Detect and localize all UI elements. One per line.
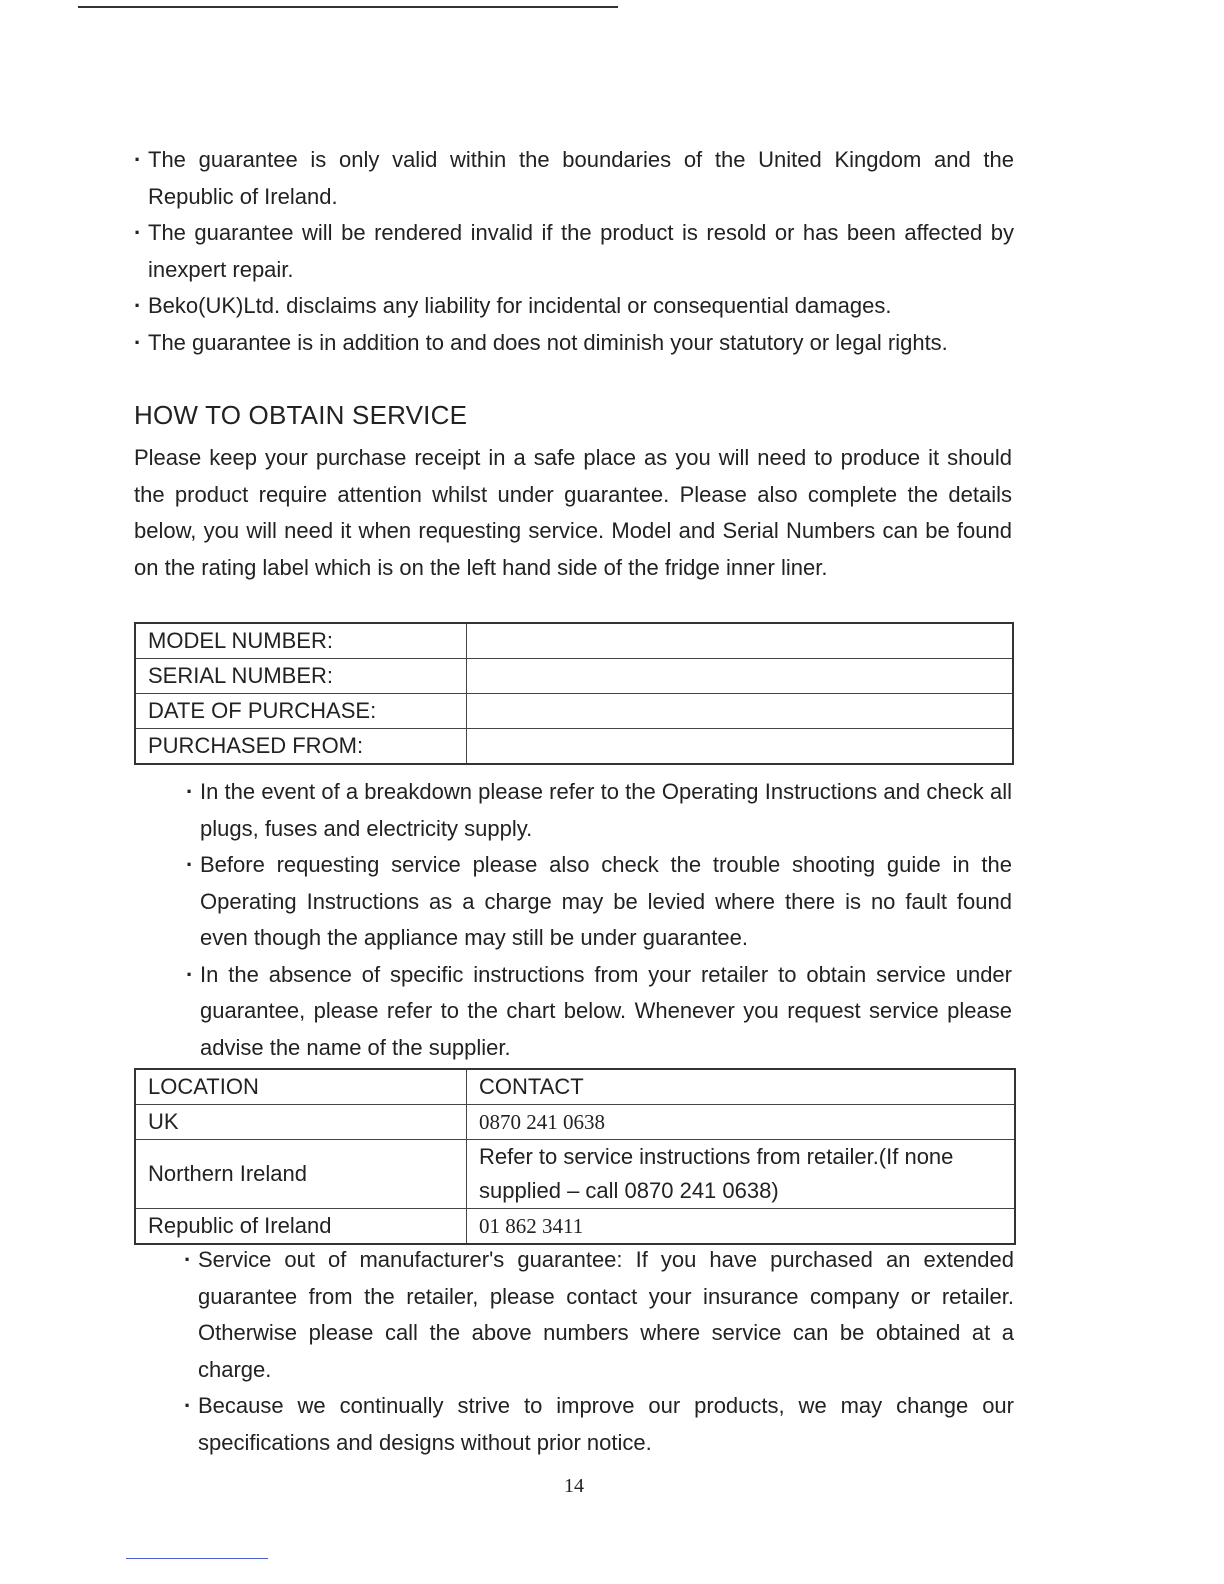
table-row [135,1209,1015,1245]
location-cell: UK [135,1105,467,1140]
location-cell: Republic of Ireland [135,1209,467,1245]
serial-number-label: SERIAL NUMBER: [135,659,467,694]
contact-cell: 0870 241 0638 [467,1105,1016,1140]
additional-notes-list [184,1242,1014,1461]
guarantee-term: · Beko(UK)Ltd. disclaims any liability for incidental or consequential damages. [134,288,1014,325]
contact-line: Refer to service instructions from retailer.(If none [479,1144,954,1169]
section-heading: HOW TO OBTAIN SERVICE [134,400,468,430]
location-cell: Northern Ireland [135,1140,467,1209]
top-rule [78,6,618,8]
contact-cell [467,1140,1016,1209]
purchased-from-field[interactable] [467,729,1014,765]
table-row [135,1140,1015,1209]
date-of-purchase-label: DATE OF PURCHASE: [135,694,467,729]
product-details-table [134,622,1014,765]
table-header-row [135,1069,1015,1105]
service-note: · Service out of manufacturer's guarantee: If you have purchased an extended guarantee from the retailer, please contact your insurance company or retailer. Otherwise please call the above numbers where service can be obtained at a charge. [184,1242,1014,1388]
table-row [135,1105,1015,1140]
service-contact-table [134,1068,1016,1245]
purchased-from-label: PURCHASED FROM: [135,729,467,765]
date-of-purchase-field[interactable] [467,694,1014,729]
guarantee-term: · The guarantee is in addition to and does not diminish your statutory or legal rights. [134,325,1014,362]
location-header: LOCATION [135,1069,467,1105]
table-row [135,623,1013,659]
service-note: · Because we continually strive to improve our products, we may change our specifications and designs without prior notice. [184,1388,1014,1461]
table-row [135,694,1013,729]
contact-header: CONTACT [467,1069,1016,1105]
bottom-rule [126,1558,268,1559]
contact-line: supplied – call 0870 241 0638) [479,1178,779,1203]
guarantee-term: · The guarantee will be rendered invalid if the product is resold or has been affected by inexpert repair. [134,215,1014,288]
model-number-label: MODEL NUMBER: [135,623,467,659]
service-note: · Before requesting service please also check the trouble shooting guide in the Operating Instructions as a charge may be levied where there is no fault found even though the appliance may still be under guarantee. [186,847,1012,957]
serial-number-field[interactable] [467,659,1014,694]
guarantee-term: · The guarantee is only valid within the boundaries of the United Kingdom and the Republic of Ireland. [134,142,1014,215]
contact-cell: 01 862 3411 [467,1209,1016,1245]
service-note: · In the event of a breakdown please refer to the Operating Instructions and check all plugs, fuses and electricity supply. [186,774,1012,847]
page-number: 14 [564,1475,584,1497]
table-row [135,729,1013,765]
service-notes-list [186,774,1012,1066]
service-note: · In the absence of specific instructions from your retailer to obtain service under guarantee, please refer to the chart below. Whenever you request service please advise the name of the supplier. [186,957,1012,1067]
model-number-field[interactable] [467,623,1014,659]
service-intro: Please keep your purchase receipt in a safe place as you will need to produce it should the product require attention whilst under guarantee. Please also complete the details below, you will need it when requesting service. Model and Serial Numbers can be found on the rating label which is on the left hand side of the fridge inner liner. [134,445,1012,580]
table-row [135,659,1013,694]
guarantee-terms-list [134,142,1014,361]
